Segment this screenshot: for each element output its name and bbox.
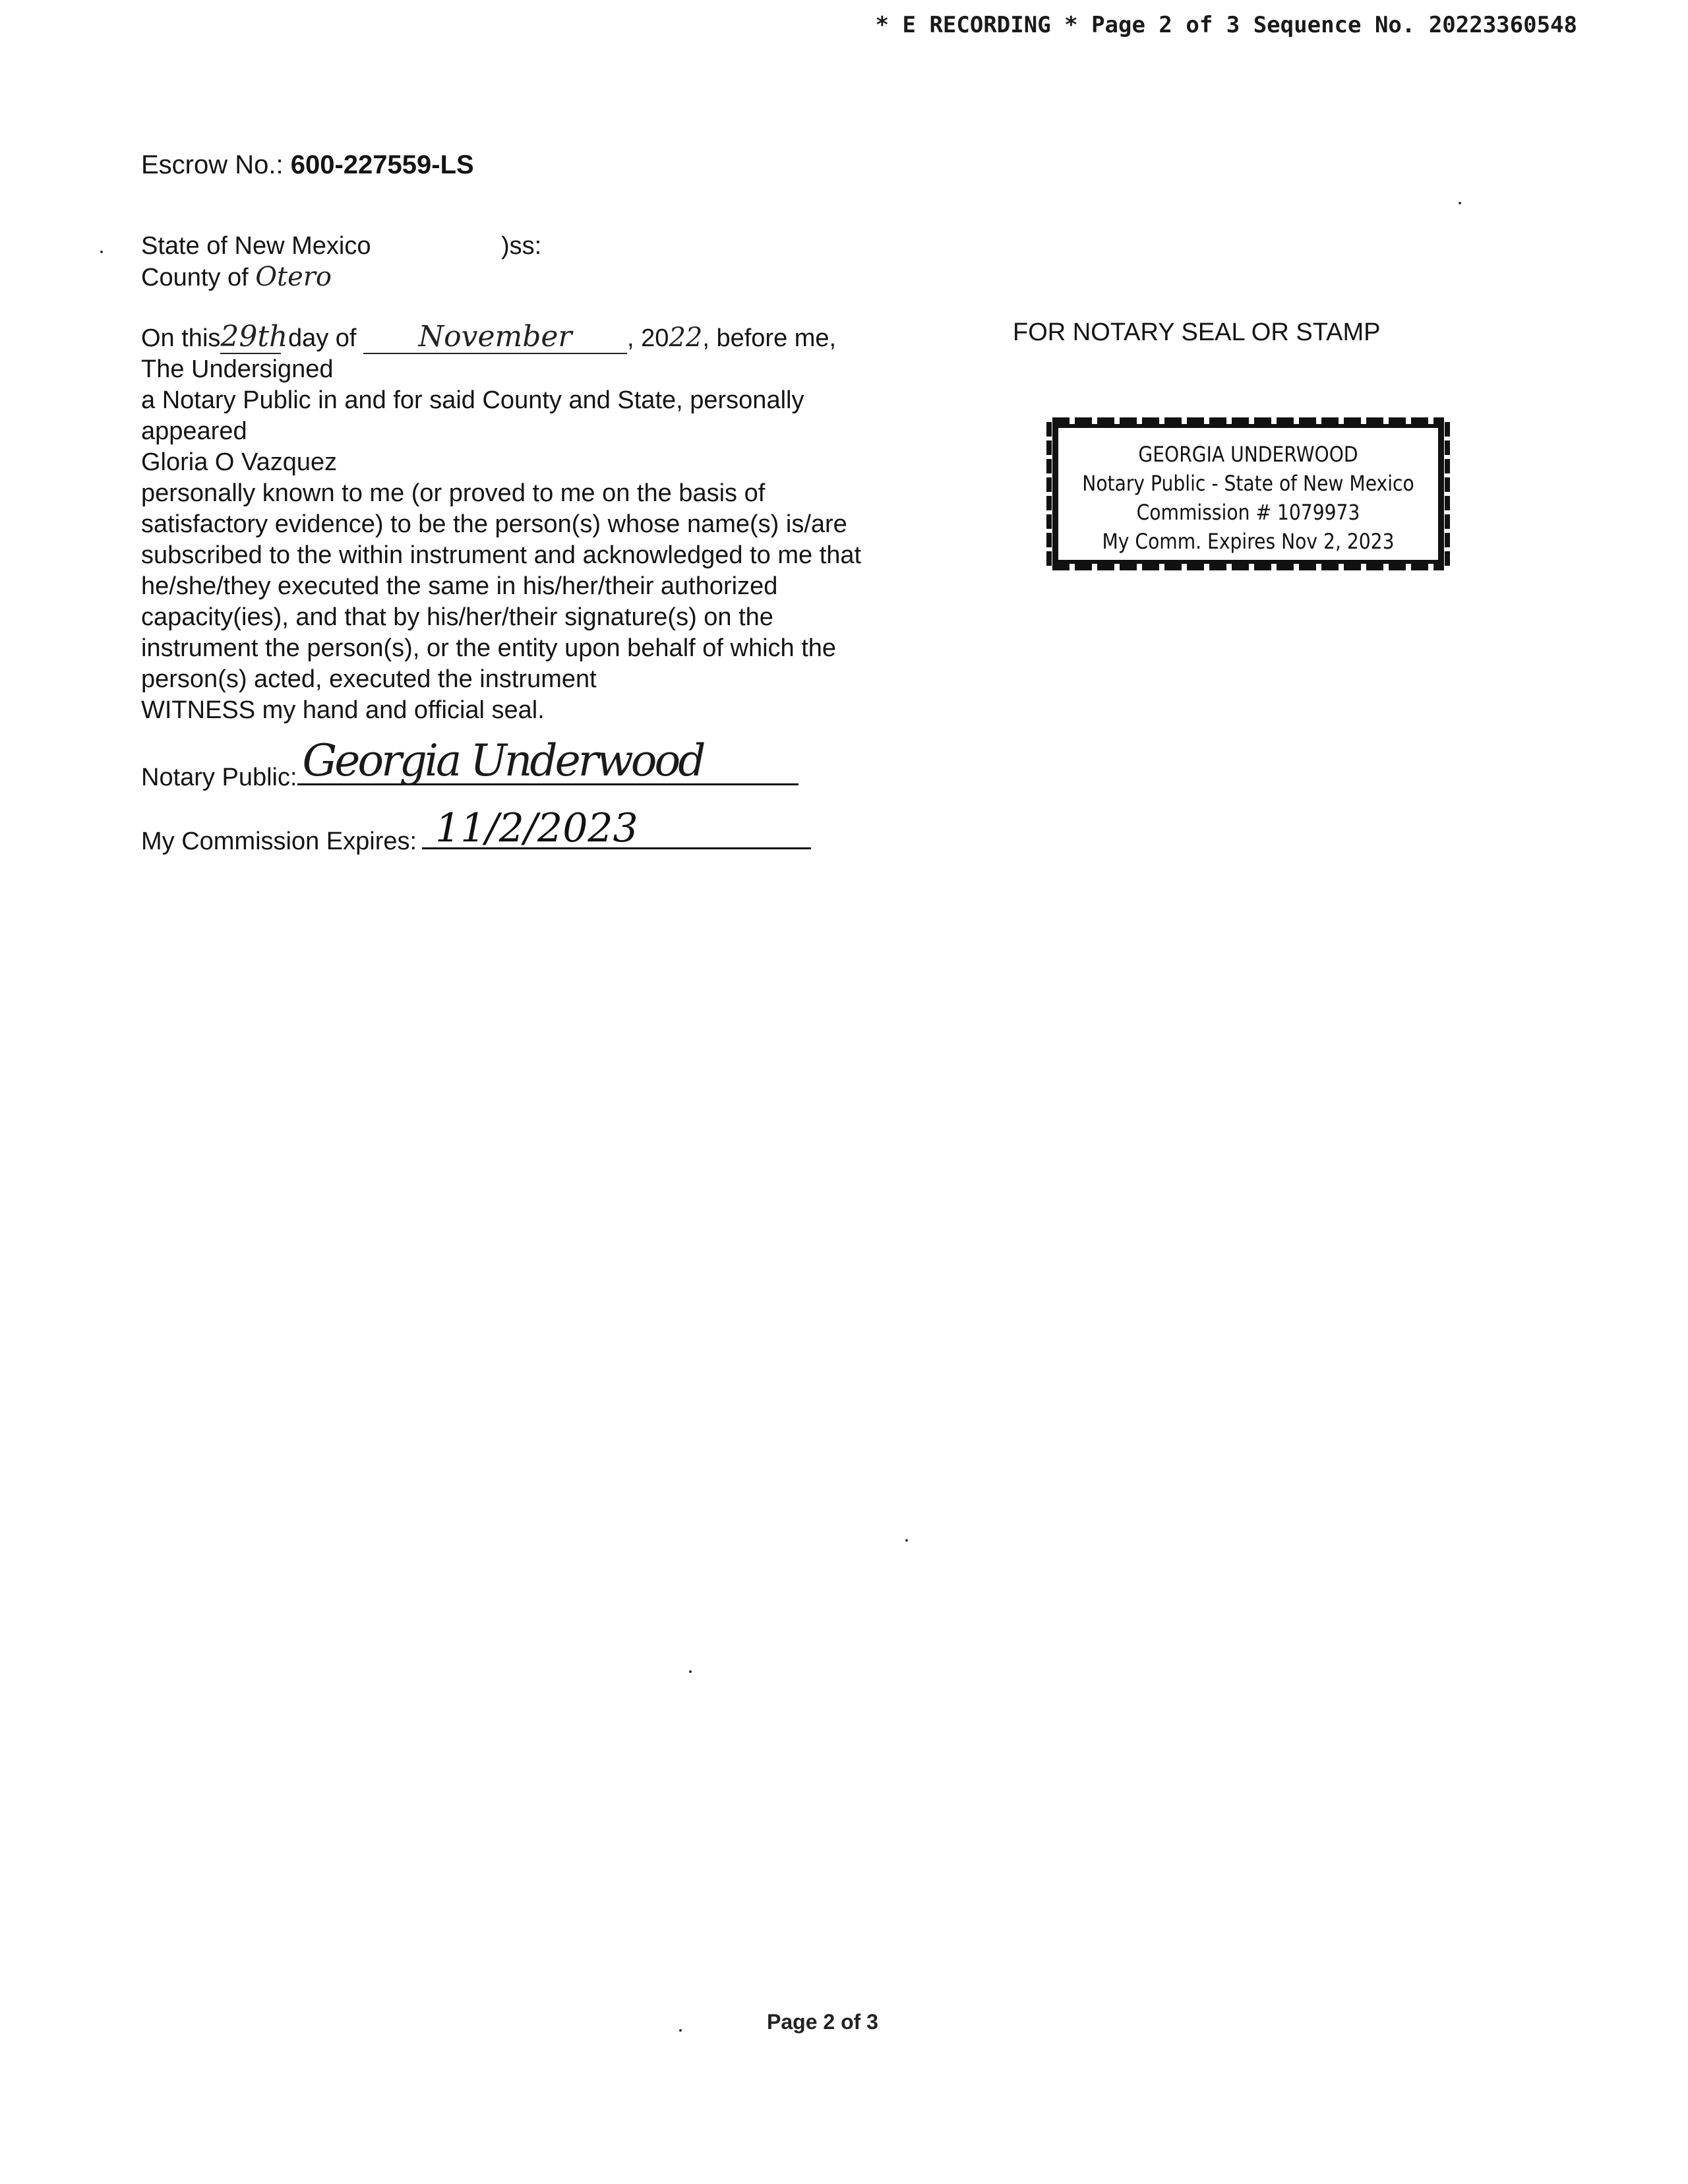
- escrow-number: 600-227559-LS: [290, 150, 474, 179]
- acknowledgment-line: he/she/they executed the same in his/her/their authorized: [141, 572, 778, 600]
- seal-label: FOR NOTARY SEAL OR STAMP: [1013, 318, 1381, 346]
- county-handwritten: Otero: [255, 262, 332, 292]
- acknowledgment-line: capacity(ies), and that by his/her/their signature(s) on the: [141, 603, 773, 631]
- month-handwritten: November: [418, 320, 572, 353]
- acknowledgment-line: subscribed to the within instrument and acknowledged to me that: [141, 541, 862, 569]
- acknowledgment-line: satisfactory evidence) to be the person(s) whose name(s) is/are: [141, 510, 847, 538]
- notary-signature-row: [141, 735, 799, 792]
- notary-signature: Georgia Underwood: [302, 735, 704, 786]
- commission-expires-label: My Commission Expires:: [141, 828, 417, 855]
- expires-line: [422, 805, 811, 851]
- expires-handwritten: 11/2/2023: [435, 805, 638, 851]
- witness-line: WITNESS my hand and official seal.: [141, 696, 545, 724]
- recording-header: * E RECORDING * Page 2 of 3 Sequence No. 20223360548: [875, 12, 1577, 38]
- on-this-label: On this: [141, 324, 221, 352]
- notary-stamp: [1052, 422, 1444, 566]
- acknowledgment-line: instrument the person(s), or the entity upon behalf of which the: [141, 634, 837, 662]
- notary-public-label: Notary Public:: [141, 764, 297, 791]
- year-handwritten: 22: [669, 322, 703, 353]
- stamp-title: Notary Public - State of New Mexico: [1082, 471, 1414, 496]
- appearing-party-name: Gloria O Vazquez: [141, 448, 338, 476]
- acknowledgment-line: a Notary Public in and for said County and State, personally: [141, 386, 804, 414]
- acknowledgment-line: appeared: [141, 417, 247, 445]
- acknowledgment-line: personally known to me (or proved to me on the basis of: [141, 479, 766, 507]
- ss-mark: )ss:: [501, 232, 542, 260]
- escrow-line: [141, 150, 474, 180]
- year-prefix: , 20: [627, 324, 669, 352]
- state-line: State of New Mexico: [141, 232, 371, 260]
- date-line: [141, 321, 836, 354]
- acknowledgment-body: [141, 354, 932, 726]
- acknowledgment-line: The Undersigned: [141, 355, 334, 383]
- county-label: County of: [141, 264, 249, 291]
- county-line: [141, 262, 332, 292]
- stamp-notary-name: GEORGIA UNDERWOOD: [1138, 442, 1358, 467]
- signature-line: [297, 735, 799, 786]
- escrow-label: Escrow No.:: [141, 150, 284, 179]
- before-me-label: , before me,: [702, 324, 837, 352]
- page-footer: Page 2 of 3: [767, 2010, 878, 2034]
- stamp-expiration: My Comm. Expires Nov 2, 2023: [1102, 529, 1395, 554]
- stamp-commission-number: Commission # 1079973: [1136, 500, 1360, 525]
- acknowledgment-line: person(s) acted, executed the instrument: [141, 665, 597, 693]
- day-of-label: day of: [287, 324, 357, 352]
- commission-expires-row: [141, 805, 811, 856]
- day-handwritten: 29th: [220, 320, 288, 353]
